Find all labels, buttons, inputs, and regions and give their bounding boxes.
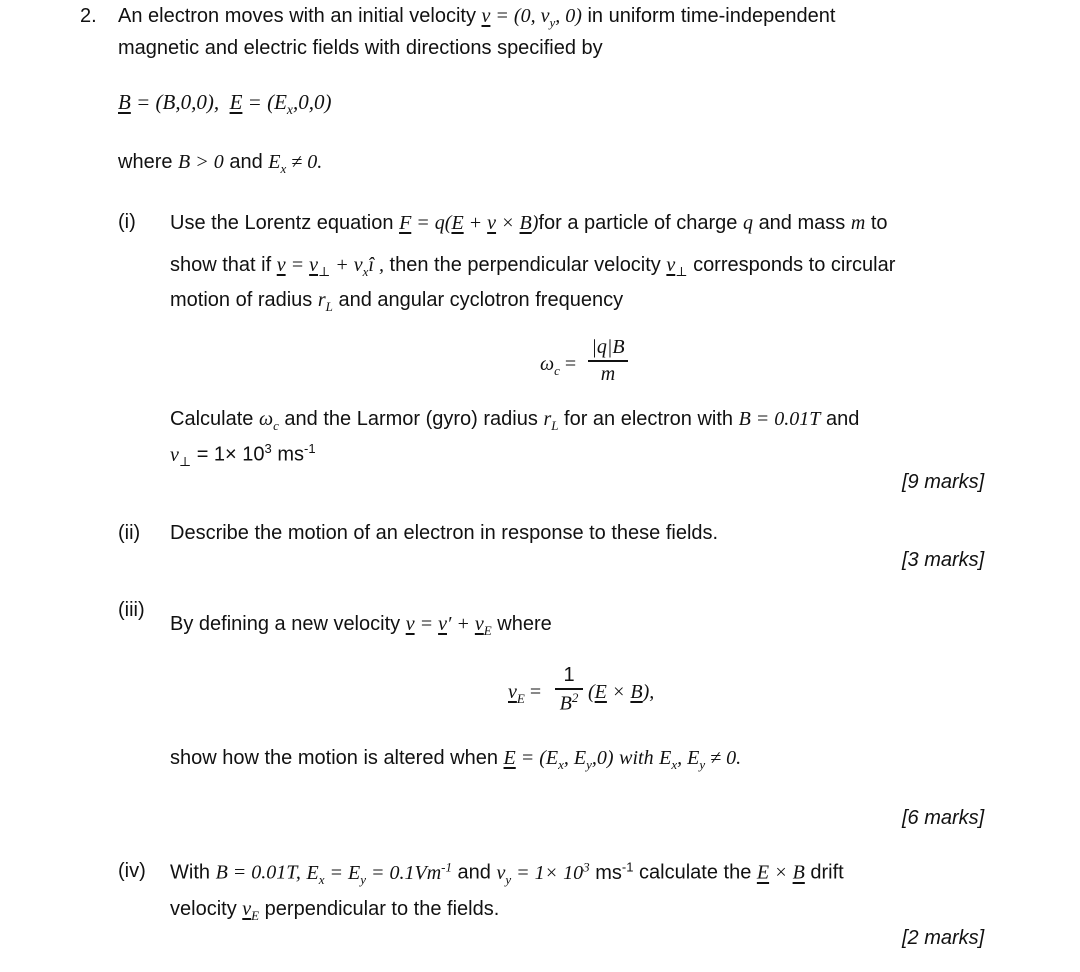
part-ii-text: Describe the motion of an electron in response to these fields. xyxy=(170,522,719,544)
part-i-calc-line-1: Calculate $\omega_c$ and the Larmor (gyro) radius $r_L$ for an electron with B = 0.01T and xyxy=(170,408,860,433)
question-number: 2. xyxy=(80,5,97,27)
intro-line-2: magnetic and electric fields with directions specified by xyxy=(118,37,603,59)
intro-line-1: An electron moves with an initial velocity v = (0, $v_y$, 0) in uniform time-independent xyxy=(118,5,836,30)
field-definitions: B = (B,0,0), $E = (E_x,0,0)$ xyxy=(118,90,332,118)
part-iv-line-2: velocity $v_E$ perpendicular to the fields. xyxy=(170,898,500,923)
lorentz-equation: F = q(E + v × B) xyxy=(399,212,539,234)
part-i-label: (i) xyxy=(118,211,136,233)
part-iii-line-2: show how the motion is altered when $E = (E_x$, $E_y,0$) with $E_x$, $E_y \ne 0$. xyxy=(170,747,742,772)
part-ii-label: (ii) xyxy=(118,522,141,544)
part-iii-line-1: By defining a new velocity $v = v' + v_E$ where xyxy=(170,613,552,638)
velocity-split: $v = v' + v_E$ xyxy=(405,613,492,638)
part-ii-marks: [3 marks] xyxy=(902,549,985,571)
vE-rhs: (E × B), xyxy=(588,681,655,703)
where-condition: where B > 0 and $E_x \ne 0$. xyxy=(118,151,323,176)
part-i-line-2: show that if $v = v_\perp$ + $v_xî$ , then the perpendicular velocity $v_\perp$ corresponds to circular xyxy=(170,254,896,279)
part-iv-label: (iv) xyxy=(118,860,146,882)
part-i-calc-line-2: $v_\perp = 1\times 10^3$ $ms^{-1}$ xyxy=(170,441,316,469)
omega-lhs: $\omega_c$ = xyxy=(540,353,577,378)
velocity-decomposition: $v = v_\perp$ + $v_xî$ , xyxy=(276,254,384,279)
initial-velocity: v = (0, $v_y$, 0) xyxy=(481,5,582,30)
part-i-line-3: motion of radius $r_L$ and angular cyclotron frequency xyxy=(170,289,624,314)
omega-fraction: |q|B m xyxy=(588,336,628,386)
part-i-marks: [9 marks] xyxy=(902,471,985,493)
vE-fraction: 1 $B^2$ xyxy=(555,664,583,715)
part-iii-label: (iii) xyxy=(118,599,145,621)
part-iii-marks: [6 marks] xyxy=(902,807,985,829)
part-iv-marks: [2 marks] xyxy=(902,927,985,949)
part-i-line-1: Use the Lorentz equation F = q(E + v × B)for a particle of charge q and mass m to xyxy=(170,212,888,234)
vE-lhs: $v_E$ = xyxy=(508,681,542,706)
part-iv-line-1: With B = 0.01T, $E_x = E_y = 0.1Vm^{-1}$ and $v_y = 1\times 10^3$ $ms^{-1}$ calculate the E × B drift xyxy=(170,859,844,887)
